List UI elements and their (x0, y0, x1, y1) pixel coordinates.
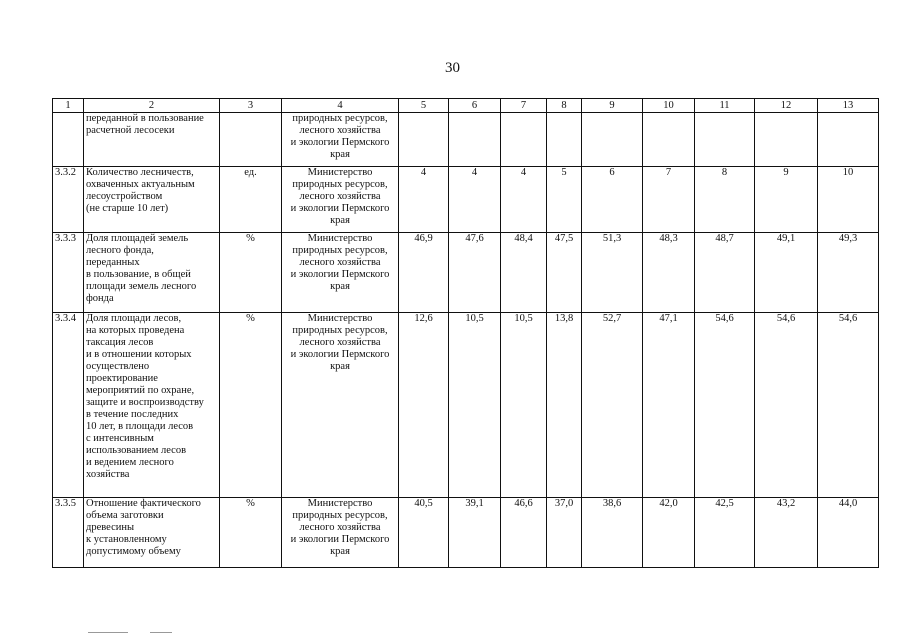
executor-line: края (330, 546, 350, 557)
executor-line: природных ресурсов, (292, 245, 388, 256)
executor-cell (282, 167, 399, 233)
scan-artifact (150, 632, 172, 633)
value-cell (643, 113, 695, 167)
value-cell: 5 (547, 167, 582, 233)
value-cell: 51,3 (582, 233, 643, 313)
indicator-line: Доля площади лесов, (86, 313, 182, 324)
indicator-line: Отношение фактического (86, 498, 201, 509)
value-cell: 10 (818, 167, 879, 233)
executor-cell (282, 313, 399, 498)
indicator-line: Доля площадей земель (86, 233, 189, 244)
header-cell: 3 (220, 99, 282, 113)
indicator-line: в течение последних (86, 409, 179, 420)
header-row (53, 99, 879, 113)
indicator-line: фонда (86, 293, 114, 304)
value-cell: 54,6 (818, 313, 879, 498)
indicator-line: защите и воспроизводству (86, 397, 204, 408)
row-number: 3.3.5 (53, 498, 84, 568)
value-cell: 8 (695, 167, 755, 233)
indicator-line: в пользование, в общей (86, 269, 191, 280)
value-cell: 54,6 (695, 313, 755, 498)
unit-cell (220, 113, 282, 167)
value-cell: 48,4 (501, 233, 547, 313)
indicator-line: переданных (86, 257, 140, 268)
header-cell: 12 (755, 99, 818, 113)
value-cell: 4 (449, 167, 501, 233)
table-row (53, 113, 879, 167)
indicator-line: расчетной лесосеки (86, 125, 175, 136)
value-cell: 42,5 (695, 498, 755, 568)
executor-line: края (330, 149, 350, 160)
value-cell (582, 113, 643, 167)
indicator-line: лесоустройством (86, 191, 163, 202)
value-cell: 4 (399, 167, 449, 233)
executor-cell (282, 498, 399, 568)
value-cell: 42,0 (643, 498, 695, 568)
executor-cell (282, 113, 399, 167)
scan-artifact (88, 632, 128, 633)
value-cell: 47,5 (547, 233, 582, 313)
value-cell: 48,7 (695, 233, 755, 313)
indicator-line: охваченных актуальным (86, 179, 195, 190)
indicator-cell (84, 313, 220, 498)
executor-line: и экологии Пермского (290, 203, 390, 214)
header-cell: 1 (53, 99, 84, 113)
header-cell: 5 (399, 99, 449, 113)
value-cell: 46,6 (501, 498, 547, 568)
value-cell: 10,5 (449, 313, 501, 498)
value-cell: 47,1 (643, 313, 695, 498)
indicator-line: переданной в пользование (86, 113, 204, 124)
indicator-cell (84, 167, 220, 233)
indicator-line: допустимому объему (86, 546, 181, 557)
header-cell: 11 (695, 99, 755, 113)
row-number (53, 113, 84, 167)
indicator-cell (84, 233, 220, 313)
indicator-line: хозяйства (86, 469, 130, 480)
indicator-line: 10 лет, в площади лесов (86, 421, 194, 432)
executor-line: и экологии Пермского (290, 269, 390, 280)
indicator-line: древесины (86, 522, 135, 533)
executor-line: природных ресурсов, (292, 510, 388, 521)
executor-line: края (330, 281, 350, 292)
unit-cell: ед. (220, 167, 282, 233)
value-cell: 10,5 (501, 313, 547, 498)
value-cell: 47,6 (449, 233, 501, 313)
value-cell (547, 113, 582, 167)
value-cell: 7 (643, 167, 695, 233)
indicator-line: и в отношении которых (86, 349, 192, 360)
executor-cell (282, 233, 399, 313)
executor-line: и экологии Пермского (290, 534, 390, 545)
executor-line: Министерство (307, 313, 373, 324)
indicator-line: к установленному (86, 534, 167, 545)
value-cell: 52,7 (582, 313, 643, 498)
indicator-line: и ведением лесного (86, 457, 174, 468)
value-cell (755, 113, 818, 167)
value-cell: 54,6 (755, 313, 818, 498)
header-cell: 6 (449, 99, 501, 113)
indicator-line: с интенсивным (86, 433, 154, 444)
indicator-line: на которых проведена (86, 325, 185, 336)
indicators-table (52, 98, 879, 568)
value-cell (449, 113, 501, 167)
unit-cell: % (220, 313, 282, 498)
executor-line: края (330, 215, 350, 226)
value-cell: 12,6 (399, 313, 449, 498)
header-cell: 10 (643, 99, 695, 113)
indicator-line: объема заготовки (86, 510, 164, 521)
value-cell: 49,1 (755, 233, 818, 313)
executor-line: края (330, 361, 350, 372)
executor-line: Министерство (307, 233, 373, 244)
value-cell: 49,3 (818, 233, 879, 313)
header-cell: 2 (84, 99, 220, 113)
header-cell: 9 (582, 99, 643, 113)
indicator-line: площади земель лесного (86, 281, 197, 292)
value-cell: 39,1 (449, 498, 501, 568)
indicator-line: осуществлено (86, 361, 150, 372)
value-cell: 4 (501, 167, 547, 233)
executor-line: природных ресурсов, (292, 113, 388, 124)
value-cell: 13,8 (547, 313, 582, 498)
value-cell (501, 113, 547, 167)
value-cell: 38,6 (582, 498, 643, 568)
header-cell: 7 (501, 99, 547, 113)
indicator-line: таксация лесов (86, 337, 154, 348)
row-number: 3.3.4 (53, 313, 84, 498)
table-row (53, 313, 879, 498)
executor-line: Министерство (307, 498, 373, 509)
executor-line: лесного хозяйства (299, 337, 381, 348)
header-cell: 13 (818, 99, 879, 113)
value-cell: 40,5 (399, 498, 449, 568)
table-row (53, 233, 879, 313)
executor-line: лесного хозяйства (299, 257, 381, 268)
value-cell: 48,3 (643, 233, 695, 313)
value-cell (695, 113, 755, 167)
header-cell: 8 (547, 99, 582, 113)
value-cell: 46,9 (399, 233, 449, 313)
executor-line: лесного хозяйства (299, 191, 381, 202)
executor-line: и экологии Пермского (290, 349, 390, 360)
indicator-line: (не старше 10 лет) (86, 203, 169, 214)
executor-line: лесного хозяйства (299, 522, 381, 533)
value-cell: 37,0 (547, 498, 582, 568)
value-cell (399, 113, 449, 167)
page-number: 30 (445, 60, 460, 76)
value-cell: 9 (755, 167, 818, 233)
indicator-line: лесного фонда, (86, 245, 154, 256)
indicator-cell (84, 498, 220, 568)
executor-line: природных ресурсов, (292, 325, 388, 336)
indicator-line: мероприятий по охране, (86, 385, 195, 396)
indicator-line: проектирование (86, 373, 158, 384)
table-row (53, 498, 879, 568)
row-number: 3.3.2 (53, 167, 84, 233)
indicator-line: Количество лесничеств, (86, 167, 194, 178)
executor-line: природных ресурсов, (292, 179, 388, 190)
header-cell: 4 (282, 99, 399, 113)
value-cell: 43,2 (755, 498, 818, 568)
executor-line: и экологии Пермского (290, 137, 390, 148)
unit-cell: % (220, 498, 282, 568)
table-row (53, 167, 879, 233)
value-cell: 44,0 (818, 498, 879, 568)
unit-cell: % (220, 233, 282, 313)
row-number: 3.3.3 (53, 233, 84, 313)
value-cell: 6 (582, 167, 643, 233)
value-cell (818, 113, 879, 167)
indicator-cell (84, 113, 220, 167)
executor-line: Министерство (307, 167, 373, 178)
indicator-line: использованием лесов (86, 445, 187, 456)
executor-line: лесного хозяйства (299, 125, 381, 136)
